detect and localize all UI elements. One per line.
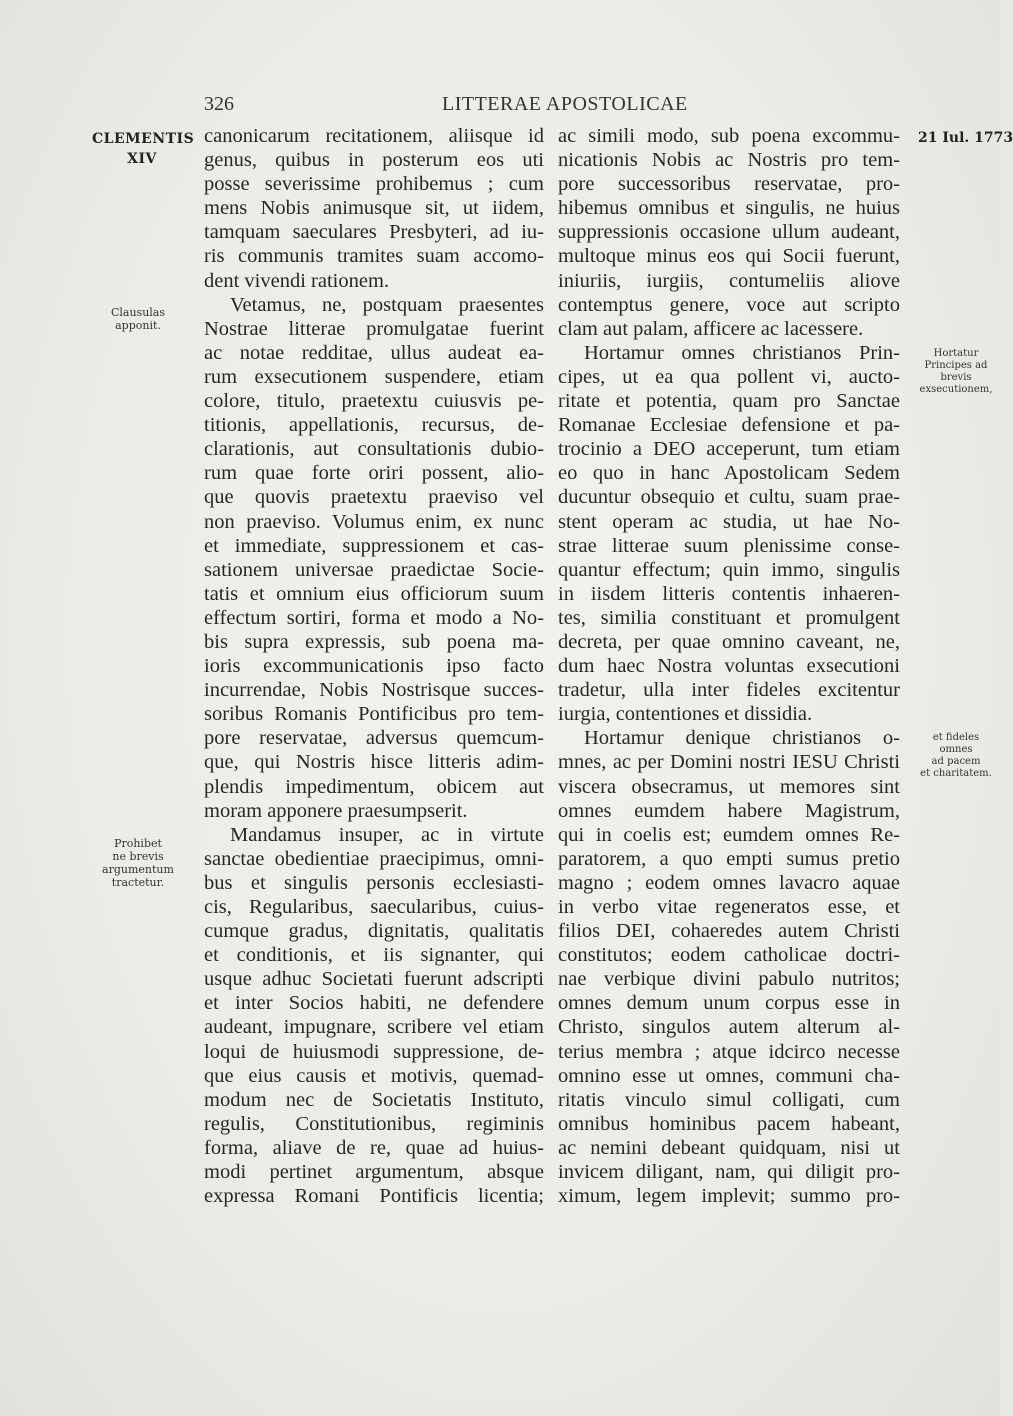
left-text-column [204,124,544,1224]
text-line: Christo, singulos autem alterum al- [558,1016,900,1039]
text-line: posse severissime prohibemus ; cum [204,173,544,196]
text-line: usque adhuc Societati fuerunt adscripti [204,968,544,991]
text-line: dum haec Nostra voluntas exsecutioni [558,655,900,678]
text-line: suppressionis occasione ullum audeant, [558,221,900,244]
text-line: constitutos; eodem catholicae doctri- [558,944,900,967]
text-line: forma, aliave de re, quae ad huius- [204,1136,544,1159]
running-title: LITTERAE APOSTOLICAE [442,93,688,115]
text-line: omnino esse ut omnes, communi cha- [558,1064,900,1087]
text-line: modum nec de Societatis Instituto, [204,1088,544,1111]
margin-note-hortatur [912,348,1000,396]
margin-note-line: apponit. [115,319,161,332]
text-line: pore successoribus reservatae, pro- [558,173,900,196]
text-line: Mandamus insuper, ac in virtute [230,823,544,846]
text-line: que, qui Nostris hisce litteris adim- [204,751,544,774]
text-line: et inter Socios habiti, ne defendere [204,992,544,1015]
document-date: 21 Iul. 1773 [918,130,1013,146]
text-line: nicationis Nobis ac Nostris pro tem- [558,149,900,172]
text-line: strae litterae suum plenissime conse- [558,534,900,557]
margin-note-line: Hortatur [933,348,979,359]
text-line: omnibus hominibus pacem habeant, [558,1112,900,1135]
text-line: titionis, appellationis, recursus, de- [204,414,544,437]
margin-note-line: brevis [940,372,972,383]
text-line: Romanae Ecclesiae defensione et pa- [558,414,900,437]
text-line: que eius causis et motivis, quemad- [204,1064,544,1087]
text-line: filios DEI, cohaeredes autem Christi [558,920,900,943]
page-header [204,93,904,119]
text-line: stent operam ac studia, ut hae No- [558,510,900,533]
text-line: rum exsecutionem suspendere, etiam [204,365,544,388]
text-line: ritatis vinculo simul colligati, cum [558,1088,900,1111]
text-line: invicem diligant, nam, qui diligit pro- [558,1161,900,1184]
text-line: effectum sortiri, forma et modo a No- [204,606,544,629]
text-line: tatis et omnium eius officiorum suum [204,582,544,605]
margin-note-line: Principes ad [924,360,988,371]
text-line: dent vivendi rationem. [204,269,390,292]
text-line: magno ; eodem omnes lavacro aquae [558,871,900,894]
text-line: ximum, legem implevit; summo pro- [558,1185,900,1208]
text-line: clarationis, aut consultationis dubio- [204,438,544,461]
text-line: regulis, Constitutionibus, regiminis [204,1112,544,1135]
text-line: modi pertinet argumentum, absque [204,1161,544,1184]
margin-note-line: et charitatem. [920,768,992,779]
text-line: cumque gradus, dignitatis, qualitatis [204,920,544,943]
text-line: in iisdem litteris contentis inhaeren- [558,582,900,605]
text-line: expressa Romani Pontificis licentia; [204,1185,544,1208]
text-line: iurgia, contentiones et dissidia. [558,703,813,726]
text-line: Nostrae litterae promulgatae fuerint [204,317,544,340]
text-line: cipes, ut ea qua pollent vi, aucto- [558,365,900,388]
margin-note-line: exsecutionem, [919,384,993,395]
pontiff-label [92,129,195,169]
text-line: nae verbique divini pabulo nutritos; [558,968,900,991]
text-line: non praeviso. Volumus enim, ex nunc [204,510,544,533]
text-line: iniuriis, iurgiis, contumeliis aliove [558,269,900,292]
pontiff-name: CLEMENTIS [92,131,195,147]
text-line: ris communis tramites suam accomo- [204,245,544,268]
text-line: bis supra expressis, sub poena ma- [204,630,544,653]
text-line: hibemus omnibus et singulis, ne huius [558,197,900,220]
text-line: mens Nobis animusque sit, ut iidem, [204,197,544,220]
text-line: ac simili modo, sub poena excommu- [558,125,900,147]
text-line: ritate et potentia, quam pro Sanctae [558,390,900,413]
text-line: ducuntur obsequio et cultu, suam prae- [558,486,900,509]
page-number: 326 [204,93,234,115]
text-line: paratorem, a quo empti sumus pretio [558,847,900,870]
margin-note-fideles [912,732,1000,780]
text-line: et immediate, suppressionem et cas- [204,534,544,557]
text-line: quantur effectum; quin immo, singulis [558,558,900,581]
text-line: multoque minus eos qui Socii fuerunt, [558,245,900,268]
margin-note-line: Prohibet [114,837,162,850]
pontiff-numeral: XIV [127,151,157,167]
margin-note-line: ne brevis [112,850,164,863]
margin-note-line: omnes [939,744,973,755]
text-line: contemptus genere, voce aut scripto [558,293,900,316]
text-line: mnes, ac per Domini nostri IESU Christi [558,751,900,774]
text-line: omnes eumdem habere Magistrum, [558,799,900,822]
text-line: qui in coelis est; eumdem omnes Re- [558,823,900,846]
text-line: sanctae obedientiae praecipimus, omni- [204,847,544,870]
text-line: soribus Romanis Pontificibus pro tem- [204,703,544,726]
text-line: in verbo vitae regeneratos esse, et [558,896,900,918]
margin-note-line: tractetur. [111,876,165,889]
text-line: canonicarum recitationem, aliisque id [204,125,544,147]
text-line: clam aut palam, afficere ac lacessere. [558,317,864,340]
text-line: tes, similia constituant et promulgent [558,606,900,629]
text-line: que quovis praetextu praeviso vel [204,486,544,509]
text-line: genus, quibus in posterum eos uti [204,149,544,172]
text-line: sationem universae praedictae Socie- [204,558,544,581]
text-line: ac nemini debeant quidquam, nisi ut [558,1136,900,1159]
margin-note-clausulas [88,306,188,332]
text-line: tradetur, ulla inter fideles excitentur [558,679,900,702]
text-line: terius membra ; atque idcirco necesse [558,1040,900,1063]
text-line: colore, titulo, praetextu cuiusvis pe- [204,390,544,413]
text-line: plendis impedimentum, obicem aut [204,775,544,798]
text-line: omnes demum unum corpus esse in [558,992,900,1015]
text-line: et conditionis, et iis signanter, qui [204,944,544,967]
text-line: audeant, impugnare, scribere vel etiam [204,1016,544,1039]
text-line: cis, Regularibus, saecularibus, cuius- [204,896,544,918]
margin-note-line: ad pacem [931,756,981,767]
text-line: trocinio a DEO acceperunt, tum etiam [558,438,900,461]
text-line: Hortamur denique christianos o- [584,727,900,750]
text-line: Hortamur omnes christianos Prin- [584,341,900,364]
text-line: Vetamus, ne, postquam praesentes [230,293,544,316]
margin-note-prohibet [88,837,188,889]
text-line: ioris excommunicationis ipso facto [204,655,544,678]
text-line: decreta, per quae omnino caveant, ne, [558,630,900,653]
text-line: pore reservatae, adversus quemcum- [204,727,544,750]
text-line: moram apponere praesumpserit. [204,799,468,822]
text-line: loqui de huiusmodi suppressione, de- [204,1040,544,1063]
margin-note-line: et fideles [932,732,980,743]
text-line: viscera obsecramus, ut memores sint [558,775,900,798]
text-line: eo quo in hanc Apostolicam Sedem [558,462,900,485]
text-line: tamquam saeculares Presbyteri, ad iu- [204,221,544,244]
right-text-column [558,124,900,1224]
text-line: rum quae forte oriri possent, alio- [204,462,544,485]
margin-note-line: argumentum [102,863,174,876]
text-line: incurrendae, Nobis Nostrisque succes- [204,679,544,702]
text-line: ac notae redditae, ullus audeat ea- [204,341,544,364]
margin-note-line: Clausulas [110,306,166,319]
text-line: bus et singulis personis ecclesiasti- [204,871,544,894]
